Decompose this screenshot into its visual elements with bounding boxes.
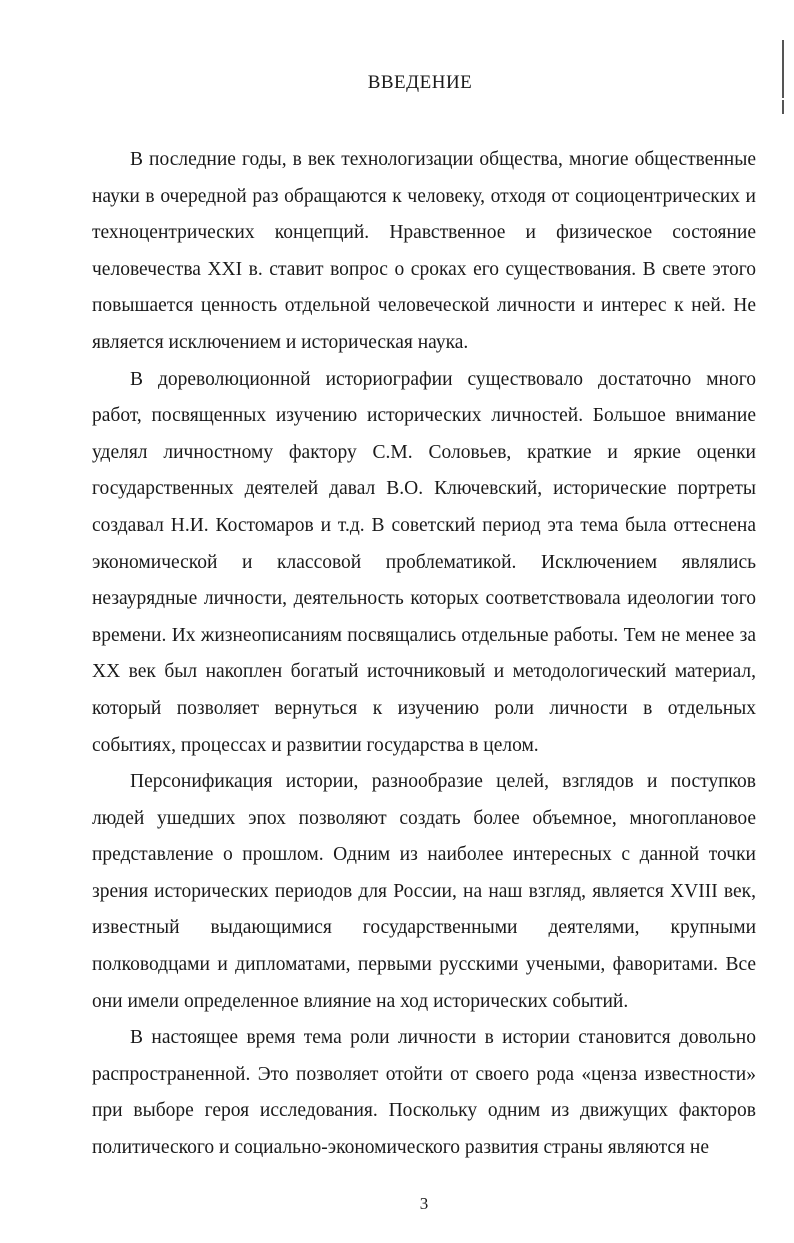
page-number: 3 <box>419 1194 429 1213</box>
paragraph: В последние годы, в век технологизации общества, многие общественные науки в очередной раз обращаются к человеку, отходя от социоцентрических и техноцентрических концепций. Нравственное и физическое состояние человечества XXI в. ставит вопрос о сроках его существования. В свете этого повышается ценность отдельной человеческой личности и интерес к ней. Не является исключением и историческая наука. <box>92 149 756 353</box>
paragraph: В настоящее время тема роли личности в истории становится довольно распространенной. Это позволяет отойти от своего рода «ценза известности» при выборе героя исследования. Поскольку одним из движущих факторов политического и социально-экономического развития страны являются не <box>92 1027 756 1159</box>
scan-edge-mark <box>782 100 784 114</box>
body-text <box>92 142 756 1167</box>
paragraph: Персонификация истории, разнообразие целей, взглядов и поступков людей ушедших эпох позволяют создать более объемное, многоплановое представление о прошлом. Одним из наиболее интересных с данной точки зрения исторических периодов для России, на наш взгляд, является XVIII век, известный выдающимися государственными деятелями, крупными полководцами и дипломатами, первыми русскими учеными, фаворитами. Все они имели определенное влияние на ход исторических событий. <box>92 771 756 1012</box>
page-title: ВВЕДЕНИЕ <box>367 72 473 93</box>
paragraph: В дореволюционной историографии существовало достаточно много работ, посвященных изучению исторических личностей. Большое внимание уделял личностному фактору С.М. Соловьев, краткие и яркие оценки государственных деятелей давал В.О. Ключевский, исторические портреты создавал Н.И. Костомаров и т.д. В советский период эта тема была оттеснена экономической и классовой проблематикой. Исключением являлись незаурядные личности, деятельность которых соответствовала идеологии того времени. Их жизнеописаниям посвящались отдельные работы. Тем не менее за XX век был накоплен богатый источниковый и методологический материал, который позволяет вернуться к изучению роли личности в отдельных событиях, процессах и развитии государства в целом. <box>92 368 756 756</box>
